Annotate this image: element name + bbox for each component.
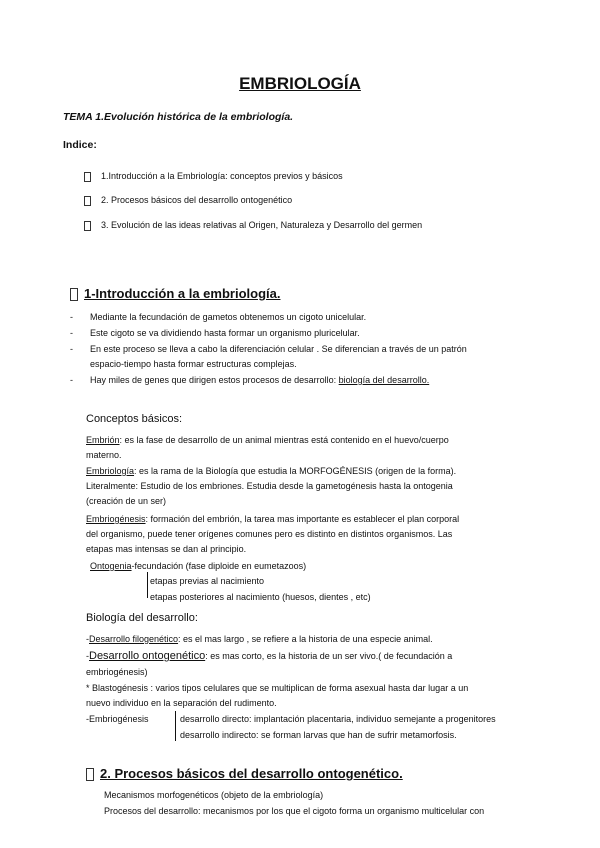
definition-embriogenesis: Embriogénesis: formación del embrión, la tarea mas importante es establecer el plan corporal — [86, 514, 460, 524]
checkbox-icon — [86, 768, 94, 781]
definition-ontogenetico: -Desarrollo ontogenético: es mas corto, es la historia de un ser vivo.( de fecundación a — [86, 650, 453, 662]
conceptos-heading: Conceptos básicos: — [86, 413, 182, 425]
checkbox-icon — [84, 196, 91, 206]
definition-blastogenesis: * Blastogénesis : varios tipos celulares que se multiplican de forma asexual hasta dar lugar a un — [86, 683, 469, 693]
list-item: En este proceso se lleva a cabo la diferenciación celular . Se diferencian a través de un patrón — [90, 344, 467, 354]
definition-text: embriogénesis) — [86, 667, 148, 677]
link-text: biología del desarrollo. — [338, 375, 430, 385]
toc-item: 3. Evolución de las ideas relativas al Origen, Naturaleza y Desarrollo del germen — [84, 220, 422, 231]
bullet-dash: - — [70, 375, 73, 385]
toc-item: 1.Introducción a la Embriología: conceptos previos y básicos — [84, 171, 343, 182]
list-item: Mediante la fecundación de gametos obtenemos un cigoto unicelular. — [90, 312, 367, 322]
ontogenia-line: Ontogenia-fecundación (fase diploide en eumetazoos) — [90, 561, 307, 571]
embriogenesis-item: desarrollo indirecto: se forman larvas que han de sufrir metamorfosis. — [180, 730, 457, 740]
bullet-dash: - — [70, 344, 73, 354]
toc-item: 2. Procesos básicos del desarrollo ontogenético — [84, 195, 292, 206]
list-item: Este cigoto se va dividiendo hasta formar un organismo pluricelular. — [90, 328, 360, 338]
definition-embrion: Embrión: es la fase de desarrollo de un animal mientras está contenido en el huevo/cuerpo — [86, 435, 449, 445]
checkbox-icon — [84, 221, 91, 231]
index-label: Indice: — [63, 139, 97, 151]
checkbox-icon — [70, 288, 78, 301]
embriogenesis-item: desarrollo directo: implantación placentaria, individuo semejante a progenitores — [180, 714, 496, 724]
ontogenia-item: etapas previas al nacimiento — [150, 576, 265, 586]
subtitle: TEMA 1.Evolución histórica de la embriología. — [63, 111, 294, 123]
brace — [175, 711, 176, 741]
definition-text: materno. — [86, 450, 122, 460]
paragraph-line: Mecanismos morfogenéticos (objeto de la embriología) — [104, 790, 324, 800]
definition-text: (creación de un ser) — [86, 496, 167, 506]
definition-text: Literalmente: Estudio de los embriones. Estudia desde la gametogénesis hasta la ontogenia — [86, 481, 453, 491]
bullet-dash: - — [70, 312, 73, 322]
section-2-heading: 2. Procesos básicos del desarrollo ontogenético. — [86, 766, 403, 781]
list-item: Hay miles de genes que dirigen estos procesos de desarrollo: biología del desarrollo. — [90, 375, 430, 385]
section-1-heading: 1-Introducción a la embriología. — [70, 286, 280, 301]
definition-filogenetico: -Desarrollo filogenético: es el mas largo , se refiere a la historia de una especie animal. — [86, 634, 433, 644]
definition-text: nuevo individuo en la separación del rudimento. — [86, 698, 277, 708]
definition-text: del organismo, puede tener orígenes comunes pero es distinto en distintos organismos. Las — [86, 529, 453, 539]
definition-text: etapas mas intensas se dan al principio. — [86, 544, 247, 554]
definition-embriologia: Embriología: es la rama de la Biología que estudia la MORFOGÉNESIS (origen de la forma). — [86, 466, 457, 476]
embriogenesis-label: -Embriogénesis — [86, 714, 149, 724]
list-item: espacio-tiempo hasta formar estructuras complejas. — [90, 359, 297, 369]
ontogenia-item: etapas posteriores al nacimiento (huesos, dientes , etc) — [150, 592, 371, 602]
checkbox-icon — [84, 172, 91, 182]
bullet-dash: - — [70, 328, 73, 338]
biologia-heading: Biología del desarrollo: — [86, 612, 198, 624]
brace — [147, 572, 148, 598]
page-title: EMBRIOLOGÍA — [239, 74, 361, 93]
paragraph-line: Procesos del desarrollo: mecanismos por los que el cigoto forma un organismo multicelular con — [104, 806, 485, 816]
